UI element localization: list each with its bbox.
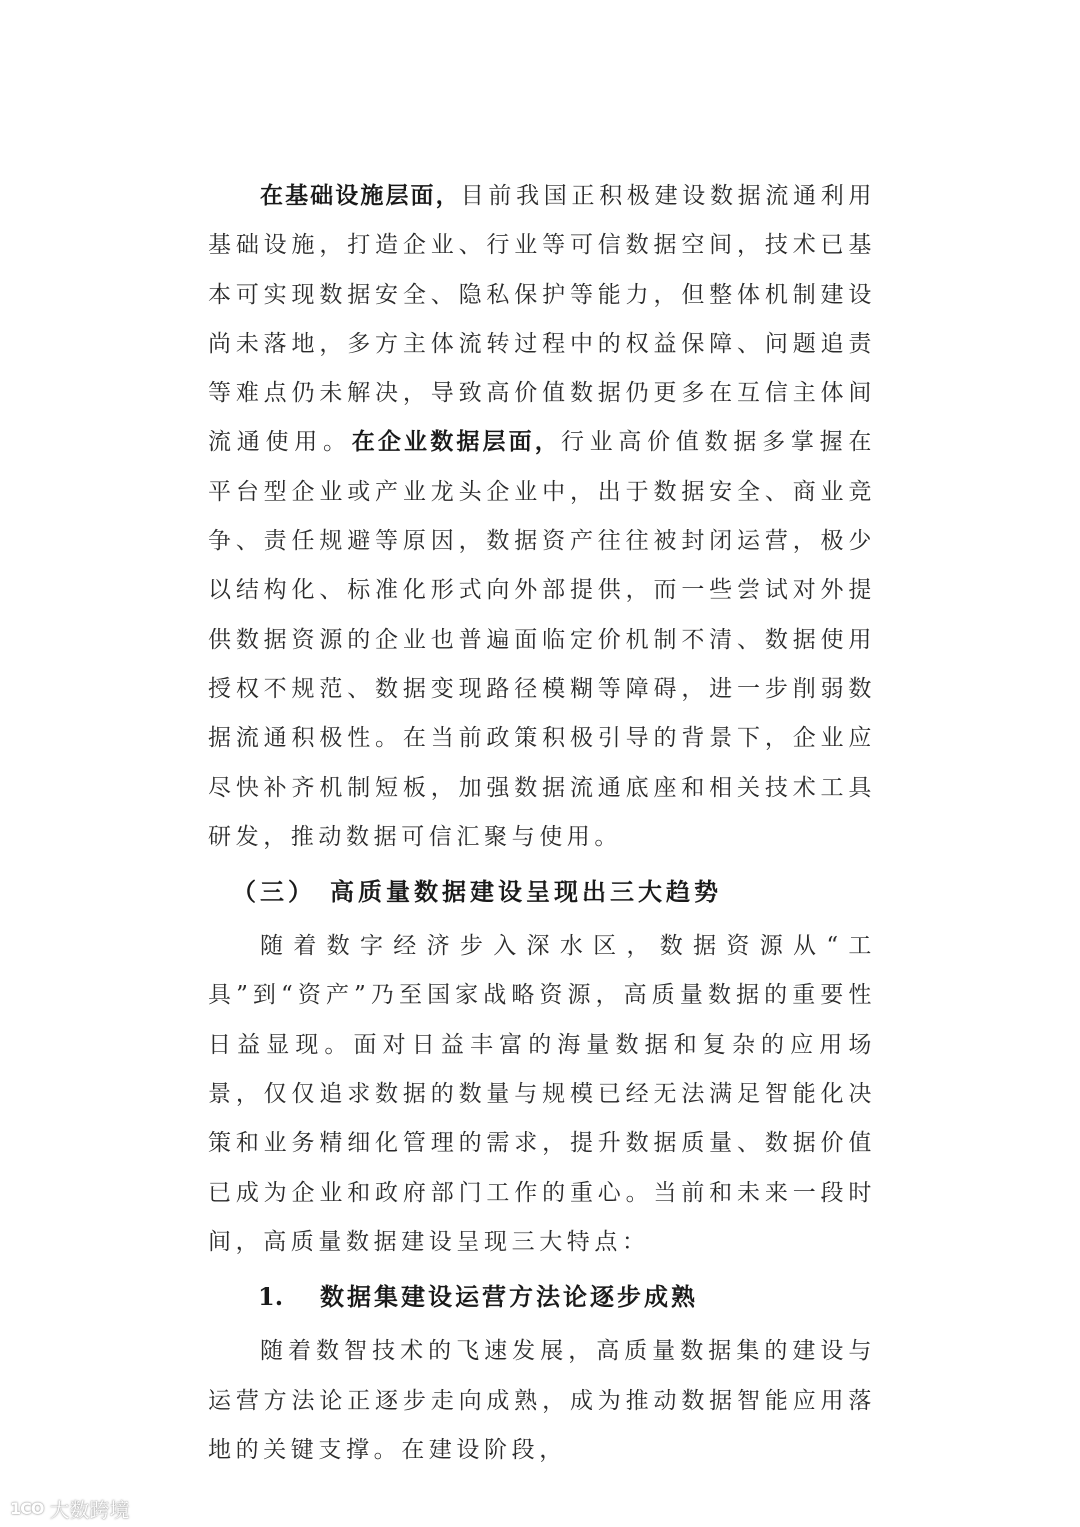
subsection-heading <box>208 1267 876 1327</box>
watermark-logo-icon: 1CO <box>10 1499 44 1518</box>
document-page <box>208 172 876 1475</box>
watermark <box>10 1494 129 1523</box>
subsection-number: 1. <box>258 1282 284 1312</box>
paragraph-text-2: 行业高价值数据多掌握在平台型企业或产业龙头企业中，出于数据安全、商业竞争、责任规避等原因，数据资产往往被封闭运营，极少以结构化、标准化形式向外部提供，而一些尝试对外提供数据资源的企业也普遍面临定价机制不清、数据使用授权不规范、数据变现路径模糊等障碍，进一步削弱数据流通积极性。在当前政策积极引导的背景下，企业应尽快补齐机制短板，加强数据流通底座和相关技术工具研发，推动数据可信汇聚与使用。 <box>208 429 877 850</box>
section-number: （三） <box>232 877 316 907</box>
paragraph-text: 目前我国正积极建设数据流通利用基础设施，打造企业、行业等可信数据空间，技术已基本可实现数据安全、隐私保护等能力，但整体机制建设尚未落地，多方主体流转过程中的权益保障、问题追责等难点仍未解决，导致高价值数据仍更多在互信主体间流通使用。 <box>208 183 877 456</box>
watermark-text: 大数跨境 <box>49 1498 130 1522</box>
bold-lead-enterprise: 在企业数据层面， <box>351 429 561 456</box>
section-heading <box>208 862 876 922</box>
section-intro-paragraph: 随着数字经济步入深水区，数据资源从“工具”到“资产”乃至国家战略资源，高质量数据的重要性日益显现。面对日益丰富的海量数据和复杂的应用场景，仅仅追求数据的数量与规模已经无法满足智能化决策和业务精细化管理的需求，提升数据质量、数据价值已成为企业和政府部门工作的重心。当前和未来一段时间，高质量数据建设呈现三大特点： <box>208 933 876 1255</box>
paragraph-infrastructure <box>208 172 876 862</box>
subsection-title: 数据集建设运营方法论逐步成熟 <box>320 1282 698 1312</box>
section-title: 高质量数据建设呈现出三大趋势 <box>330 877 722 907</box>
bold-lead-infrastructure: 在基础设施层面， <box>260 183 461 209</box>
subsection-paragraph: 随着数智技术的飞速发展，高质量数据集的建设与运营方法论正逐步走向成熟，成为推动数据智能应用落地的关键支撑。在建设阶段， <box>208 1338 876 1463</box>
